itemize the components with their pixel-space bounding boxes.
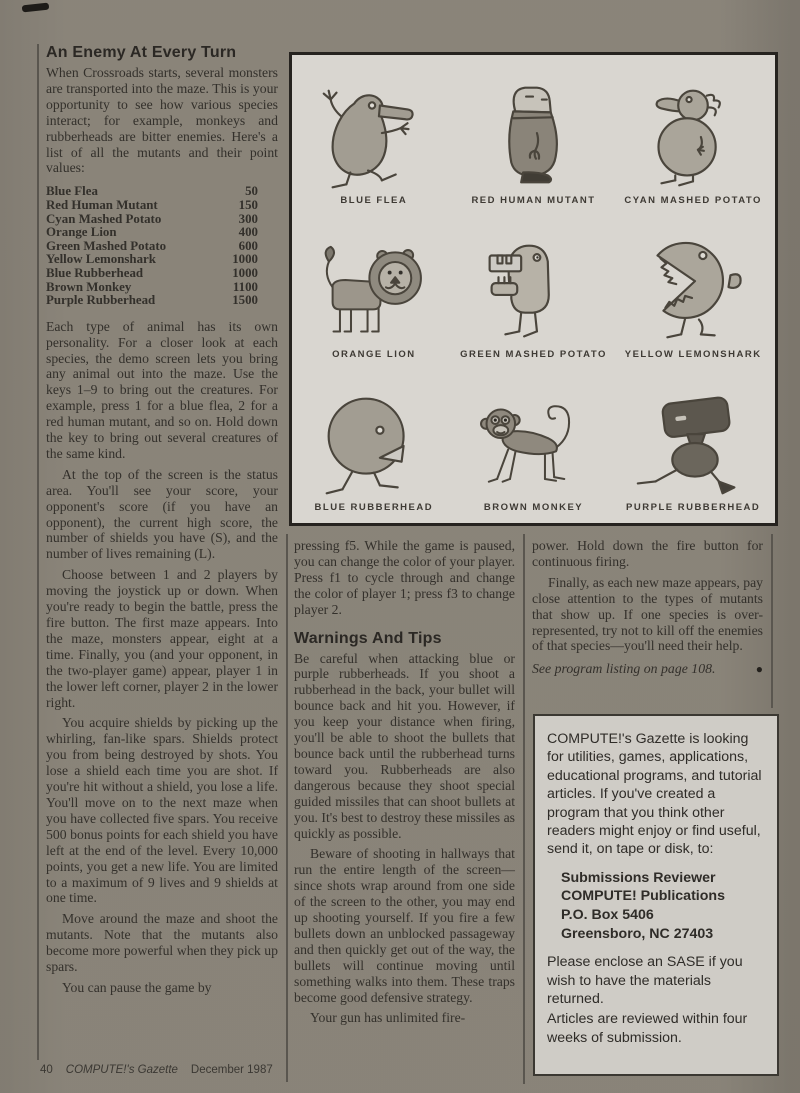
body-paragraph: Move around the maze and shoot the mutants. Note that the mutants also become more powerful when they pick up spars. — [46, 911, 278, 975]
creature-brown-monkey — [454, 366, 614, 519]
creature-label: ORANGE LION — [332, 348, 416, 360]
creature-green-mashed-potato — [454, 212, 614, 365]
listing-note-text: See program listing on page 108. — [532, 661, 716, 677]
magazine-title: COMPUTE!'s Gazette — [65, 1064, 178, 1076]
column-rule-middle-right — [523, 534, 525, 1084]
body-paragraph: pressing f5. While the game is paused, you can change the color of your player. Press f1 to cycle through and change the color of player 1; press f3 to change player 2. — [294, 538, 515, 617]
table-row: Yellow Lemonshark 1000 — [46, 252, 258, 267]
blue-rubberhead-illustration — [305, 388, 443, 500]
left-column — [46, 44, 278, 996]
creature-blue-rubberhead — [294, 366, 454, 519]
table-row: Purple Rubberhead 1500 — [46, 293, 258, 308]
body-paragraph: Be careful when attacking blue or purple rubberheads. If you shoot a rubberhead in the back, your bullet will bounce back and hit you. However, if you keep your distance when firing, you'll be able to shoot the bullets that bounce back until the rubberhead turns toward you. Rubberheads are also dangerous because they shoot special guided missiles that can shoot bullets at you. It's best to destroy these missiles as quickly as possible. — [294, 650, 515, 841]
body-paragraph: You can pause the game by — [62, 979, 212, 995]
submission-note-review: Articles are reviewed within four weeks of submission. — [547, 1011, 748, 1046]
creature-label: PURPLE RUBBERHEAD — [626, 501, 761, 513]
table-row: Red Human Mutant 150 — [46, 197, 258, 212]
red-human-mutant-illustration — [464, 81, 602, 193]
submission-address — [561, 869, 765, 943]
creature-cyan-mashed-potato — [613, 59, 773, 212]
table-row: Orange Lion 400 — [46, 225, 258, 240]
purple-rubberhead-illustration — [624, 388, 762, 500]
address-line: COMPUTE! Publications — [561, 888, 725, 905]
body-paragraph: power. Hold down the fire button for continuous firing. — [532, 538, 763, 569]
cyan-mashed-potato-illustration — [624, 81, 762, 193]
table-row: Green Mashed Potato 600 — [46, 238, 258, 253]
creature-label: GREEN MASHED POTATO — [460, 348, 607, 360]
creature-yellow-lemonshark — [613, 212, 773, 365]
column-rule-middle-left — [286, 534, 288, 1082]
body-paragraph: Your gun has unlimited fire- — [310, 1010, 466, 1026]
creature-red-human-mutant — [454, 59, 614, 212]
issue-date: December 1987 — [190, 1064, 273, 1076]
body-paragraph: Finally, as each new maze appears, pay close attention to the types of mutants that show up. If one species is over-represented, try not to kill off the enemies of that species—you'll need their help. — [532, 574, 763, 654]
table-row: Brown Monkey 1100 — [46, 279, 258, 294]
column-rule-left — [37, 44, 39, 1060]
brown-monkey-illustration — [464, 388, 602, 500]
creature-label: BLUE RUBBERHEAD — [314, 501, 434, 513]
creature-blue-flea — [294, 59, 454, 212]
intro-paragraph: When Crossroads starts, several monsters are transported into the maze. This is your opportunity to see how various species interact; for example, monkeys and rubberheads are bitter enemies. Here's a list of all the mutants and their point values: — [46, 65, 278, 176]
creature-purple-rubberhead — [613, 366, 773, 519]
creature-figure — [289, 52, 778, 526]
body-paragraph: Beware of shooting in hallways that run the entire length of the screen—since shots wrap around from one side of the screen to the other, you may end up shooting yourself. If you fire a few bullets down an unblocked passageway and then quickly get out of the way, the bullets will continue moving until something walks into them. These traps become good defensive strategy. — [294, 846, 515, 1005]
program-listing-note — [532, 661, 763, 677]
address-line: Greensboro, NC 27403 — [561, 925, 714, 942]
address-line: Submissions Reviewer — [561, 869, 716, 886]
body-paragraph: Choose between 1 and 2 players by moving the joystick up or down. When you're ready to begin the battle, press the fire button. The first maze appears. Into the maze, monsters appear, eight at a time. Finally, you (and your opponent, in the two-player game) appear, player 1 in the lower left corner, player 2 in the lower right. — [46, 567, 278, 710]
body-paragraph: Each type of animal has its own personality. For a closer look at each species, the demo screen lets you bring any animal out into the maze. Use the keys 1–9 to bring out the creatures. For example, press 1 for a blue flea, 2 for a red human mutant, and so on. Hold down the key to bring out several creatures of the same kind. — [46, 318, 278, 461]
page-number: 40 — [40, 1064, 53, 1076]
address-line: P.O. Box 5406 — [561, 907, 654, 924]
creature-label: CYAN MASHED POTATO — [624, 195, 762, 207]
creature-label: BROWN MONKEY — [483, 501, 584, 513]
right-column — [532, 538, 763, 677]
section-heading-warnings: Warnings And Tips — [294, 629, 442, 647]
submission-info-box — [533, 714, 779, 1076]
creature-label: YELLOW LEMONSHARK — [624, 348, 762, 360]
table-row: Cyan Mashed Potato 300 — [46, 211, 258, 226]
section-heading-enemy: An Enemy At Every Turn — [46, 44, 237, 61]
table-row: Blue Rubberhead 1000 — [46, 265, 258, 280]
submission-note-sase: Please enclose an SASE if you wish to have the materials returned. — [547, 954, 743, 1008]
middle-column — [294, 538, 515, 1026]
orange-lion-illustration — [305, 235, 443, 347]
scan-artifact — [22, 3, 50, 13]
article-end-mark: ● — [755, 662, 763, 677]
creature-label: BLUE FLEA — [340, 195, 408, 207]
page-footer — [40, 1064, 273, 1076]
body-paragraph: You acquire shields by picking up the whirling, fan-like spars. Shields protect you from being destroyed by shots. You lose a shield each time you are shot. If you're hit without a shield, you lose a life. You'll move on to the next maze when you have collected five spars. You receive 500 bonus points for each shield you have left at the end of the level. Every 10,000 points, you get a new life. You are limited to a maximum of 9 lives and 9 shields at one time. — [46, 715, 278, 906]
table-row: Blue Flea 50 — [46, 184, 258, 199]
creature-label: RED HUMAN MUTANT — [471, 195, 596, 207]
creature-orange-lion — [294, 212, 454, 365]
point-values-table — [46, 185, 258, 307]
blue-flea-illustration — [305, 81, 443, 193]
yellow-lemonshark-illustration — [624, 235, 762, 347]
green-mashed-potato-illustration — [464, 235, 602, 347]
body-paragraph: At the top of the screen is the status area. You'll see your score, your opponent's score (if you have an opponent), the current high score, the number of shields you have (S), and the number of lives remaining (L). — [46, 466, 278, 562]
submission-intro: COMPUTE!'s Gazette is looking for utilities, games, applications, educational programs, and tutorial articles. If you've created a program that you think other readers might enjoy or find useful, send it, on tape or disk, to: — [547, 731, 762, 858]
column-rule-right — [771, 534, 773, 708]
